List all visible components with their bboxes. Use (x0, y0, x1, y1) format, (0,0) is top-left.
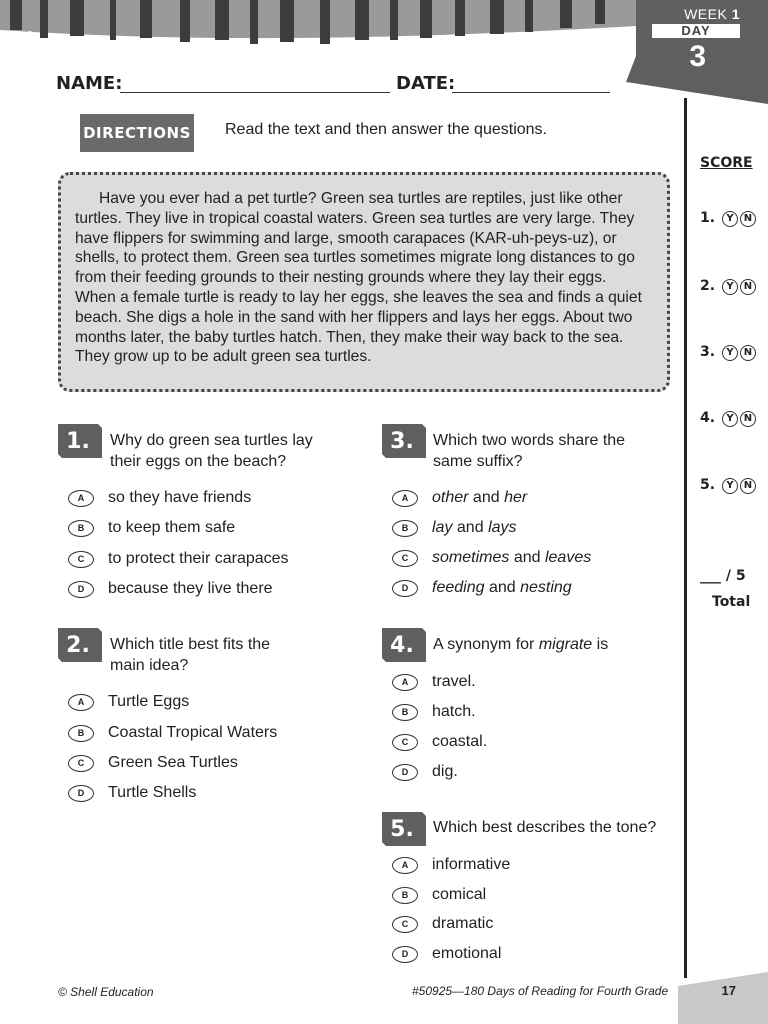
question-4-keyword: migrate (538, 636, 593, 653)
answer-bubble-b[interactable]: B (68, 520, 94, 537)
answer-bubble-d[interactable]: D (392, 580, 418, 597)
question-5-text: Which best describes the tone? (433, 819, 657, 836)
question-4-text (433, 634, 608, 655)
publisher-credit: © Shell Education (58, 985, 154, 999)
question-1-number-badge (58, 424, 102, 458)
option-text: lay and lays (432, 519, 517, 536)
week-word: WEEK (684, 6, 728, 22)
question-1-option-c[interactable] (68, 550, 289, 568)
answer-bubble-b[interactable]: B (68, 725, 94, 742)
option-text: dramatic (432, 915, 494, 932)
score-row-number: 2. (700, 278, 716, 294)
date-field[interactable] (452, 92, 610, 93)
question-2-number: 2. (66, 632, 90, 658)
day-number: 3 (689, 40, 706, 73)
question-2-text (110, 634, 270, 676)
option-text: feeding and nesting (432, 579, 572, 596)
yes-bubble[interactable]: Y (722, 211, 738, 227)
answer-bubble-a[interactable]: A (68, 490, 94, 507)
question-2-line-2: main idea? (110, 657, 189, 674)
question-2-option-b[interactable] (68, 724, 277, 742)
question-4-suffix: is (596, 636, 609, 653)
question-1-option-a[interactable] (68, 489, 251, 507)
answer-bubble-c[interactable]: C (68, 755, 94, 772)
option-text: so they have friends (108, 489, 252, 506)
total-label: Total (712, 594, 751, 610)
directions-text: Read the text and then answer the questions. (225, 121, 547, 138)
question-5-option-c[interactable] (392, 915, 493, 933)
answer-bubble-a[interactable]: A (392, 857, 418, 874)
question-4-option-b[interactable] (392, 703, 476, 721)
answer-bubble-d[interactable]: D (392, 764, 418, 781)
no-bubble[interactable]: N (740, 211, 756, 227)
answer-bubble-c[interactable]: C (392, 734, 418, 751)
page-tab-background (678, 972, 768, 1024)
directions-tag (80, 114, 194, 152)
day-label: DAY (652, 24, 740, 38)
option-text: because they live there (108, 580, 273, 597)
no-bubble[interactable]: N (740, 411, 756, 427)
question-3-line-1: Which two words share the (433, 432, 626, 449)
option-text: to keep them safe (108, 519, 236, 536)
yes-bubble[interactable]: Y (722, 279, 738, 295)
score-divider (684, 98, 687, 978)
option-text: to protect their carapaces (108, 550, 289, 567)
yes-bubble[interactable]: Y (722, 411, 738, 427)
question-3-option-c[interactable] (392, 549, 591, 567)
question-3-number: 3. (390, 428, 414, 454)
answer-bubble-a[interactable]: A (68, 694, 94, 711)
yes-bubble[interactable]: Y (722, 478, 738, 494)
date-label: DATE: (396, 73, 456, 94)
option-text: Green Sea Turtles (108, 754, 238, 771)
question-3-option-b[interactable] (392, 519, 517, 537)
option-text: Turtle Eggs (108, 693, 190, 710)
directions-tag-label: DIRECTIONS (83, 124, 191, 142)
answer-bubble-a[interactable]: A (392, 490, 418, 507)
book-title: #50925—180 Days of Reading for Fourth Grade (412, 984, 669, 998)
question-1-line-1: Why do green sea turtles lay (110, 432, 313, 449)
question-2-option-a[interactable] (68, 693, 189, 711)
option-text: other and her (432, 489, 528, 506)
question-5-option-b[interactable] (392, 886, 486, 904)
name-field[interactable] (120, 92, 390, 93)
answer-bubble-a[interactable]: A (392, 674, 418, 691)
option-text: Coastal Tropical Waters (108, 724, 278, 741)
score-row-4 (700, 410, 756, 427)
question-4-prefix: A synonym for (433, 636, 535, 653)
score-row-3 (700, 344, 756, 361)
question-4-option-d[interactable] (392, 763, 458, 781)
option-text: travel. (432, 673, 476, 690)
question-4-option-a[interactable] (392, 673, 476, 691)
score-title: SCORE (700, 155, 753, 171)
option-text: coastal. (432, 733, 488, 750)
no-bubble[interactable]: N (740, 478, 756, 494)
week-label (684, 6, 740, 22)
question-4-number: 4. (390, 632, 414, 658)
question-3-number-badge (382, 424, 426, 458)
question-3-option-a[interactable] (392, 489, 527, 507)
reading-passage (58, 172, 670, 392)
score-row-5 (700, 477, 756, 494)
no-bubble[interactable]: N (740, 279, 756, 295)
answer-bubble-b[interactable]: B (392, 887, 418, 904)
question-5-number: 5. (390, 816, 414, 842)
answer-bubble-c[interactable]: C (392, 550, 418, 567)
total-count: ___ / 5 (700, 568, 746, 584)
question-1-option-b[interactable] (68, 519, 235, 537)
question-2-line-1: Which title best fits the (110, 636, 271, 653)
question-3-text (433, 430, 625, 472)
answer-bubble-d[interactable]: D (68, 581, 94, 598)
score-row-1 (700, 210, 756, 227)
name-label: NAME: (56, 73, 123, 94)
question-5-option-d[interactable] (392, 945, 501, 963)
question-3-option-d[interactable] (392, 579, 572, 597)
answer-bubble-c[interactable]: C (68, 551, 94, 568)
score-row-2 (700, 278, 756, 295)
question-2-option-c[interactable] (68, 754, 238, 772)
question-1-line-2: their eggs on the beach? (110, 453, 287, 470)
question-5-option-a[interactable] (392, 856, 510, 874)
question-4-option-c[interactable] (392, 733, 487, 751)
question-1-text (110, 430, 313, 472)
option-text: informative (432, 856, 511, 873)
answer-bubble-d[interactable]: D (68, 785, 94, 802)
yes-bubble[interactable]: Y (722, 345, 738, 361)
answer-bubble-b[interactable]: B (392, 704, 418, 721)
question-2-option-d[interactable] (68, 784, 196, 802)
option-text: dig. (432, 763, 458, 780)
option-text: emotional (432, 945, 502, 962)
question-3-line-2: same suffix? (433, 453, 523, 470)
score-row-number: 5. (700, 477, 716, 493)
passage-text: Have you ever had a pet turtle? Green sea turtles are reptiles, just like other turtles. They live in tropical coastal waters. Green sea turtles are very large. They have flippers for swimming and large, smooth carapaces (KAR-uh-peys-uz), or shells, to protect them. Green sea turtles sometimes migrate long distances to go from their feeding grounds to their nesting grounds where they lay their eggs. When a female turtle is ready to lay her eggs, she leaves the sea and finds a quiet beach. She digs a hole in the sand with her flippers and lays her eggs. About two months later, the baby turtles hatch. Then, they make their way back to the sea. They grow up to be adult green sea turtles. (75, 190, 642, 366)
question-1-option-d[interactable] (68, 580, 273, 598)
answer-bubble-d[interactable]: D (392, 946, 418, 963)
question-1-number: 1. (66, 428, 90, 454)
score-row-number: 3. (700, 344, 716, 360)
week-number: 1 (731, 6, 740, 22)
score-row-number: 4. (700, 410, 716, 426)
answer-bubble-b[interactable]: B (392, 520, 418, 537)
question-4-number-badge (382, 628, 426, 662)
question-2-number-badge (58, 628, 102, 662)
page-number: 17 (721, 983, 736, 998)
option-text: comical (432, 886, 487, 903)
answer-bubble-c[interactable]: C (392, 916, 418, 933)
no-bubble[interactable]: N (740, 345, 756, 361)
score-row-number: 1. (700, 210, 716, 226)
question-5-number-badge (382, 812, 426, 846)
option-text: hatch. (432, 703, 476, 720)
option-text: Turtle Shells (108, 784, 197, 801)
option-text: sometimes and leaves (432, 549, 592, 566)
